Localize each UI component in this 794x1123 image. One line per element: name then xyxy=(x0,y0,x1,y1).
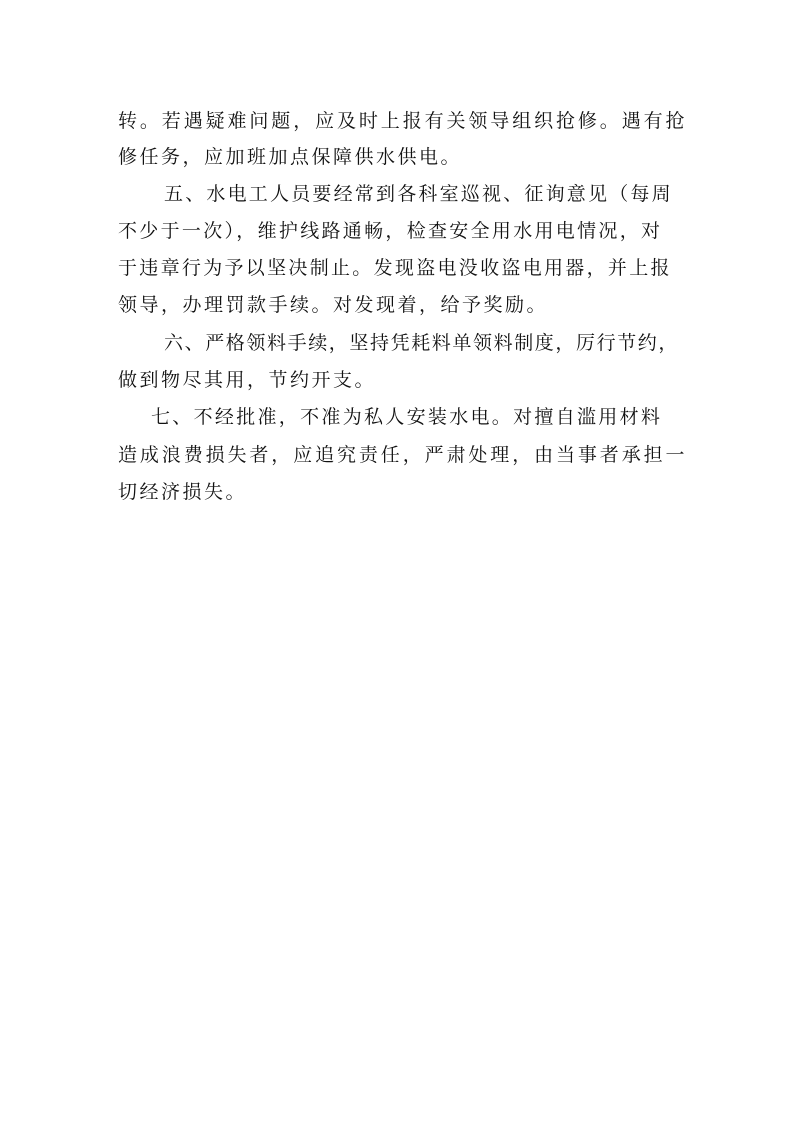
paragraph-six-line-2: 做到物尽其用，节约开支。 xyxy=(118,369,377,391)
paragraph-five-line-2: 不少于一次），维护线路通畅，检查安全用水用电情况，对 xyxy=(118,220,663,242)
paragraph-seven-line-3: 切经济损失。 xyxy=(118,481,248,503)
paragraph-five-line-4: 领导，办理罚款手续。对发现着，给予奖励。 xyxy=(118,294,549,316)
paragraph-five-line-1: 五、水电工人员要经常到各科室巡视、征询意见（每周 xyxy=(164,183,673,205)
paragraph-seven-line-2: 造成浪费损失者，应追究责任，严肃处理，由当事者承担一 xyxy=(118,444,688,466)
paragraph-six-line-1: 六、严格领料手续，坚持凭耗料单领料制度，厉行节约， xyxy=(164,332,680,354)
text-line-1: 转。若遇疑难问题，应及时上报有关领导组织抢修。遇有抢 xyxy=(118,110,688,132)
paragraph-five-line-3: 于违章行为予以坚决制止。发现盗电没收盗电用器，并上报 xyxy=(118,257,672,279)
text-line-2: 修任务，应加班加点保障供水供电。 xyxy=(118,146,463,168)
paragraph-seven-line-1: 七、不经批准，不准为私人安装水电。对擅自滥用材料 xyxy=(151,406,663,428)
